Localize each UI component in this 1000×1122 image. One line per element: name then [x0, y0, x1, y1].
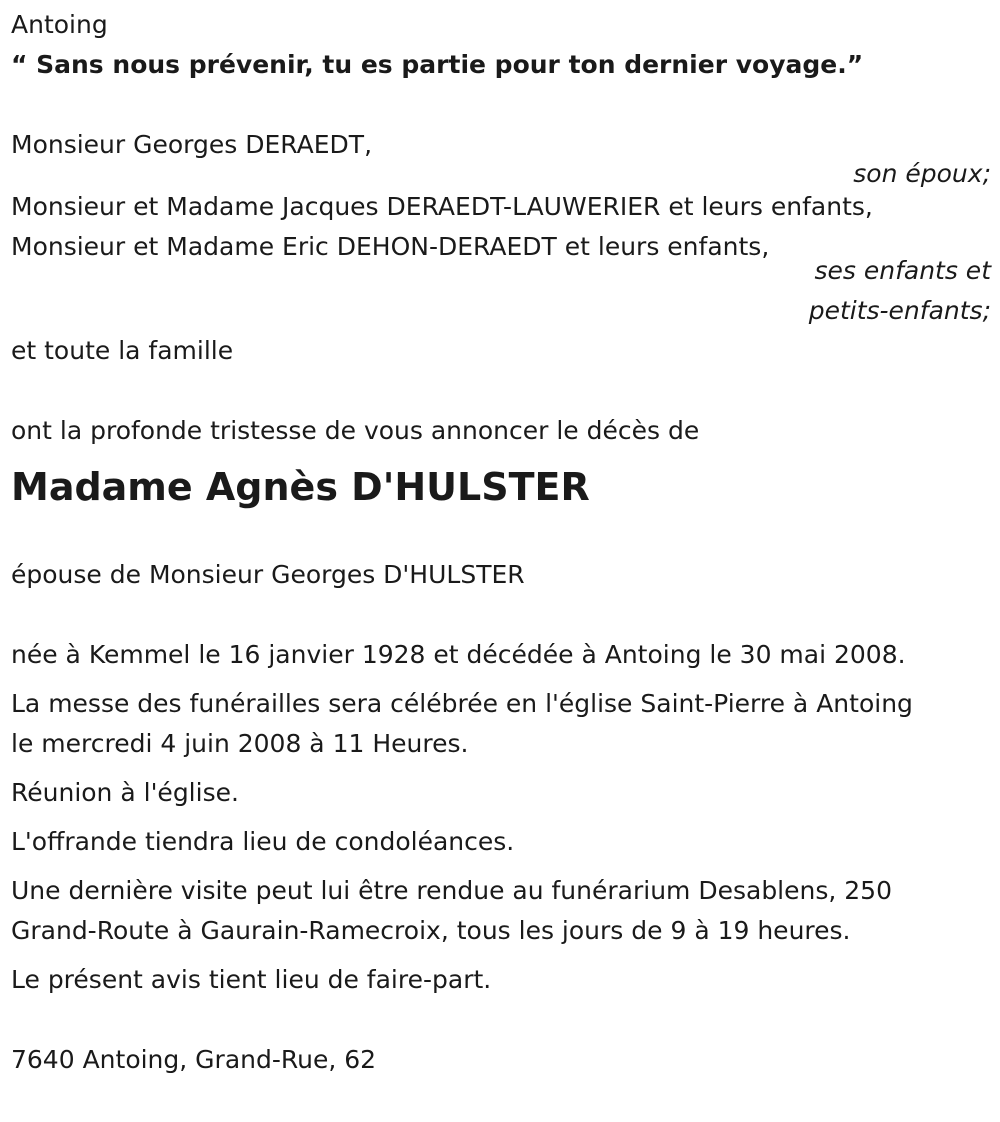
- family-child-2: Monsieur et Madame Eric DEHON-DERAEDT et leurs enfants,: [11, 232, 770, 261]
- family-spouse: Monsieur Georges DERAEDT,: [11, 130, 373, 159]
- wife-of: épouse de Monsieur Georges D'HULSTER: [11, 560, 525, 589]
- birth-death: née à Kemmel le 16 janvier 1928 et décédée à Antoing le 30 mai 2008.: [11, 640, 906, 669]
- visit-line-1: Une dernière visite peut lui être rendue au funérarium Desablens, 250: [11, 876, 892, 905]
- spouse-role: son époux;: [853, 159, 991, 188]
- meeting: Réunion à l'église.: [11, 778, 239, 807]
- mass-line-2: le mercredi 4 juin 2008 à 11 Heures.: [11, 729, 469, 758]
- children-role-line-2: petits-enfants;: [808, 296, 991, 325]
- city-heading: Antoing: [11, 10, 108, 39]
- obituary-notice: [11, 5, 991, 1080]
- family-child-1: Monsieur et Madame Jacques DERAEDT-LAUWERIER et leurs enfants,: [11, 192, 873, 221]
- address: 7640 Antoing, Grand-Rue, 62: [11, 1045, 377, 1074]
- quote: “ Sans nous prévenir, tu es partie pour ton dernier voyage.”: [11, 50, 864, 79]
- notice: Le présent avis tient lieu de faire-part.: [11, 965, 492, 994]
- announcement: ont la profonde tristesse de vous annoncer le décès de: [11, 416, 700, 445]
- deceased-name: Madame Agnès D'HULSTER: [11, 465, 590, 509]
- mass-line-1: La messe des funérailles sera célébrée en l'église Saint-Pierre à Antoing: [11, 689, 913, 718]
- visit-line-2: Grand-Route à Gaurain-Ramecroix, tous les jours de 9 à 19 heures.: [11, 916, 851, 945]
- all-family: et toute la famille: [11, 336, 234, 365]
- offering: L'offrande tiendra lieu de condoléances.: [11, 827, 515, 856]
- children-role-line-1: ses enfants et: [814, 256, 991, 285]
